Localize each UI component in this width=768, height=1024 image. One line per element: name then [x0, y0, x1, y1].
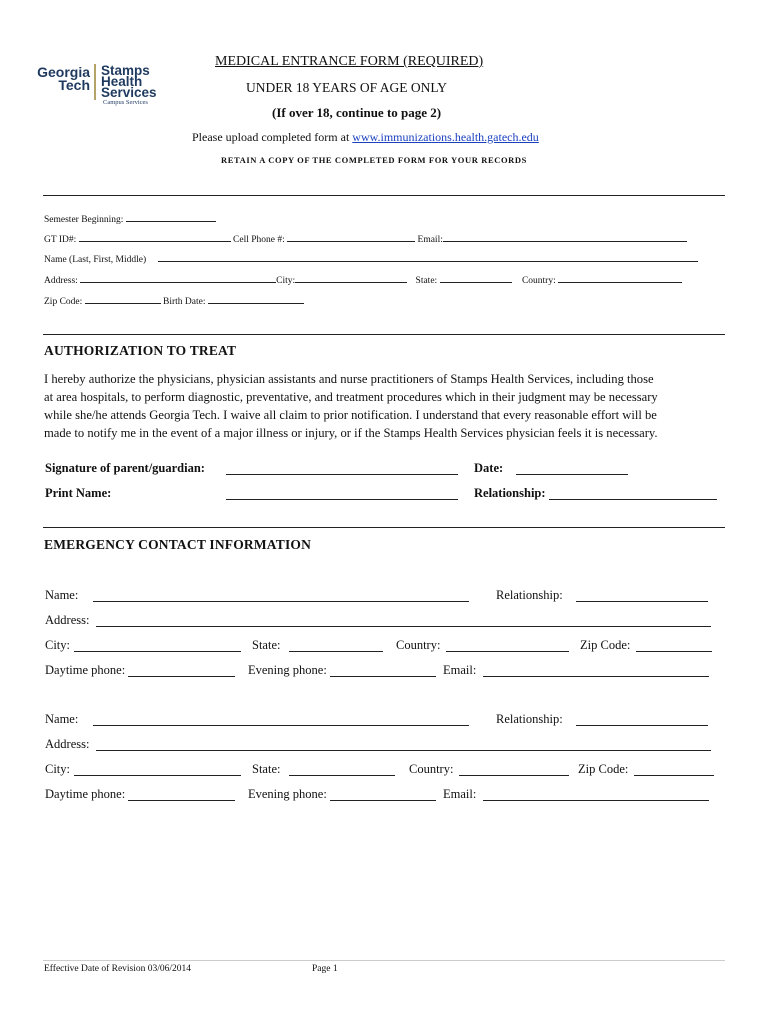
contact2-daytime-label: Daytime phone:: [45, 787, 126, 801]
address-field[interactable]: [80, 273, 276, 283]
logo-health: Health: [101, 74, 143, 89]
date-field[interactable]: [516, 463, 628, 475]
contact1-zip-field[interactable]: [636, 640, 712, 652]
city-field[interactable]: [295, 273, 407, 283]
divider: [43, 195, 725, 196]
footer-divider: [43, 960, 725, 961]
contact1-zip-label: Zip Code:: [580, 638, 631, 652]
contact1-evening-field[interactable]: [330, 665, 436, 677]
semester-row: [44, 212, 216, 225]
contact1-relationship-field[interactable]: [576, 590, 708, 602]
birth-field[interactable]: [208, 294, 304, 304]
contact1-city-field[interactable]: [74, 640, 241, 652]
country-label: Country:: [521, 276, 556, 286]
contact2-city-label: City:: [45, 762, 71, 776]
print-name-field[interactable]: [226, 488, 458, 500]
authorization-text: [44, 370, 724, 442]
logo-services: Services: [101, 85, 157, 100]
contact2-country-field[interactable]: [459, 764, 569, 776]
contact1-email-label: Email:: [443, 663, 477, 677]
contact1-city-label: City:: [45, 638, 71, 652]
email-label: Email:: [417, 235, 443, 245]
cell-label: Cell Phone #:: [233, 235, 285, 245]
contact1-country-label: Country:: [396, 638, 441, 652]
contact2-zip-label: Zip Code:: [578, 762, 629, 776]
print-name-label: Print Name:: [45, 486, 112, 500]
form-subtitle: UNDER 18 YEARS OF AGE ONLY: [246, 80, 448, 95]
contact2-address-label: Address:: [45, 737, 90, 751]
form-title: MEDICAL ENTRANCE FORM (REQUIRED): [215, 54, 484, 69]
birth-label: Birth Date:: [163, 297, 206, 307]
contact2-state-label: State:: [252, 762, 281, 776]
contact2-city-field[interactable]: [74, 764, 241, 776]
contact1-address-field[interactable]: [96, 615, 711, 627]
contact1-name-label: Name:: [45, 588, 79, 602]
signature-label: Signature of parent/guardian:: [45, 461, 205, 475]
city-label: City:: [276, 276, 296, 286]
contact2-address-field[interactable]: [96, 739, 711, 751]
contact1-daytime-field[interactable]: [128, 665, 235, 677]
contact2-email-field[interactable]: [483, 789, 709, 801]
semester-field[interactable]: [126, 212, 216, 222]
divider: [43, 334, 725, 335]
contact1-email-field[interactable]: [483, 665, 709, 677]
semester-label: Semester Beginning:: [44, 215, 124, 225]
logo-campus-services: Campus Services: [103, 99, 148, 106]
contact1-relationship-label: Relationship:: [496, 588, 563, 602]
gtid-label: GT ID#:: [44, 235, 77, 245]
relationship-field[interactable]: [549, 488, 717, 500]
cell-field[interactable]: [287, 232, 415, 242]
divider: [43, 527, 725, 528]
authorization-line: I hereby authorize the physicians, physician assistants and nurse practitioners of Stamps Health Services, including those: [44, 372, 654, 386]
logo-georgia: Georgia: [37, 64, 90, 80]
contact1-name-field[interactable]: [93, 590, 469, 602]
contact1-address-label: Address:: [45, 613, 90, 627]
name-label: Name (Last, First, Middle): [44, 255, 147, 265]
logo-divider: [94, 64, 96, 100]
authorization-line: at area hospitals, to perform diagnostic, preventative, and treatment procedures which in their judgment may be necessary: [44, 390, 658, 404]
contact1-state-field[interactable]: [289, 640, 383, 652]
state-label: State:: [415, 276, 438, 286]
contact1-country-field[interactable]: [446, 640, 569, 652]
authorization-line: while she/he attends Georgia Tech. I waive all claim to prior notification. I understand that every reasonable effort will be: [44, 408, 657, 422]
contact2-country-label: Country:: [409, 762, 454, 776]
contact2-relationship-label: Relationship:: [496, 712, 563, 726]
revision-date: Effective Date of Revision 03/06/2014: [44, 964, 192, 974]
name-row: [44, 252, 698, 265]
page-number: Page 1: [312, 964, 338, 974]
contact1-daytime-label: Daytime phone:: [45, 663, 126, 677]
contact2-state-field[interactable]: [289, 764, 395, 776]
contact2-evening-field[interactable]: [330, 789, 436, 801]
contact2-name-field[interactable]: [93, 714, 469, 726]
gtid-field[interactable]: [79, 232, 231, 242]
authorization-line: made to notify me in the event of a major illness or injury, or if the Stamps Health Services physician feels it is necessary.: [44, 426, 658, 440]
address-row: [44, 273, 682, 286]
retain-notice: RETAIN A COPY OF THE COMPLETED FORM FOR YOUR RECORDS: [221, 155, 527, 165]
contact2-zip-field[interactable]: [634, 764, 714, 776]
contact2-name-label: Name:: [45, 712, 79, 726]
contact1-evening-label: Evening phone:: [248, 663, 327, 677]
zip-label: Zip Code:: [44, 297, 83, 307]
zip-field[interactable]: [85, 294, 161, 304]
name-field[interactable]: [158, 252, 698, 262]
contact2-email-label: Email:: [443, 787, 477, 801]
contact2-daytime-field[interactable]: [128, 789, 235, 801]
upload-prefix: Please upload completed form at: [192, 130, 353, 144]
email-field[interactable]: [443, 232, 687, 242]
emergency-heading: EMERGENCY CONTACT INFORMATION: [44, 537, 312, 552]
date-label: Date:: [474, 461, 504, 475]
logo-stamps: Stamps: [101, 63, 150, 78]
logo-tech: Tech: [58, 77, 90, 93]
state-field[interactable]: [440, 273, 512, 283]
form-note: (If over 18, continue to page 2): [272, 105, 442, 120]
contact2-relationship-field[interactable]: [576, 714, 708, 726]
zip-row: [44, 294, 304, 307]
contact1-state-label: State:: [252, 638, 281, 652]
immunizations-link[interactable]: www.immunizations.health.gatech.edu: [352, 130, 539, 144]
country-field[interactable]: [558, 273, 682, 283]
contact2-evening-label: Evening phone:: [248, 787, 327, 801]
relationship-label: Relationship:: [474, 486, 546, 500]
signature-field[interactable]: [226, 463, 458, 475]
address-label: Address:: [44, 276, 78, 286]
authorization-heading: AUTHORIZATION TO TREAT: [44, 343, 237, 358]
upload-instruction: [192, 130, 539, 145]
gtid-row: [44, 232, 687, 245]
